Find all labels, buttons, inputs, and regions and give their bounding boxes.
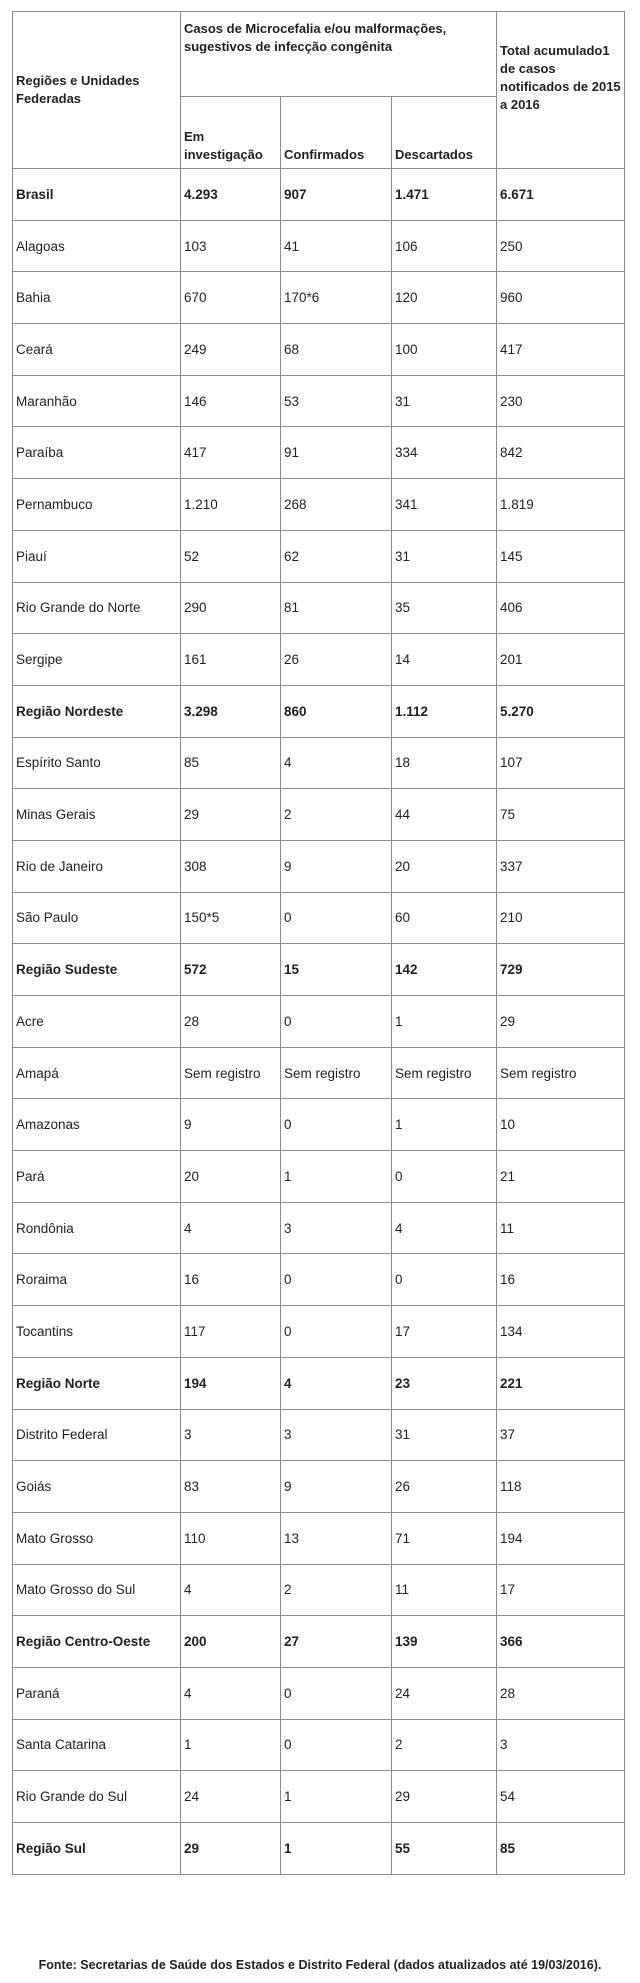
table-row	[13, 1512, 625, 1564]
cell-investigating: 29	[181, 789, 281, 841]
cell-discarded: 120	[392, 272, 497, 324]
cell-discarded: 31	[392, 375, 497, 427]
cell-investigating: 308	[181, 840, 281, 892]
cell-total: 16	[497, 1254, 625, 1306]
cell-total: 107	[497, 737, 625, 789]
cell-confirmed: 9	[281, 1461, 392, 1513]
cell-total: 134	[497, 1306, 625, 1358]
cell-discarded: 1	[392, 1099, 497, 1151]
cell-total: 366	[497, 1616, 625, 1668]
cell-discarded: 24	[392, 1667, 497, 1719]
cell-confirmed: 4	[281, 737, 392, 789]
cell-region-name: Região Norte	[13, 1357, 181, 1409]
cell-total: 28	[497, 1667, 625, 1719]
header-investigating: Em investigação	[181, 97, 281, 169]
cell-discarded: 0	[392, 1151, 497, 1203]
cell-region-name: Região Sudeste	[13, 944, 181, 996]
table-row	[13, 530, 625, 582]
cell-confirmed: 0	[281, 1306, 392, 1358]
cell-discarded: 17	[392, 1306, 497, 1358]
cell-region-name: Acre	[13, 996, 181, 1048]
cell-region-name: Tocantins	[13, 1306, 181, 1358]
cell-total: 11	[497, 1202, 625, 1254]
cell-investigating: 200	[181, 1616, 281, 1668]
table-row	[13, 427, 625, 479]
cell-total: 960	[497, 272, 625, 324]
cell-region-name: Rondônia	[13, 1202, 181, 1254]
cell-investigating: 572	[181, 944, 281, 996]
cell-investigating: 417	[181, 427, 281, 479]
cell-discarded: 14	[392, 634, 497, 686]
table-header	[13, 12, 625, 169]
cell-investigating: 3.298	[181, 685, 281, 737]
cell-discarded: 29	[392, 1771, 497, 1823]
cell-discarded: 55	[392, 1823, 497, 1875]
table-row	[13, 1719, 625, 1771]
microcephaly-cases-table	[12, 11, 625, 1875]
cell-region-name: Brasil	[13, 169, 181, 221]
cell-confirmed: 860	[281, 685, 392, 737]
cell-region-name: Alagoas	[13, 220, 181, 272]
cell-discarded: 71	[392, 1512, 497, 1564]
cell-discarded: 341	[392, 479, 497, 531]
cell-region-name: Piauí	[13, 530, 181, 582]
cell-region-name: Espírito Santo	[13, 737, 181, 789]
cell-total: 194	[497, 1512, 625, 1564]
table-row	[13, 1047, 625, 1099]
cell-confirmed: Sem registro	[281, 1047, 392, 1099]
table-row	[13, 272, 625, 324]
cell-total: 221	[497, 1357, 625, 1409]
cell-discarded: 31	[392, 1409, 497, 1461]
cell-confirmed: 15	[281, 944, 392, 996]
header-confirmed: Confirmados	[281, 97, 392, 169]
cell-total: 842	[497, 427, 625, 479]
cell-investigating: 85	[181, 737, 281, 789]
cell-region-name: Minas Gerais	[13, 789, 181, 841]
cell-discarded: 1.112	[392, 685, 497, 737]
cell-investigating: 161	[181, 634, 281, 686]
cell-discarded: 11	[392, 1564, 497, 1616]
cell-total: 417	[497, 324, 625, 376]
table-row	[13, 1461, 625, 1513]
cell-confirmed: 81	[281, 582, 392, 634]
cell-investigating: 29	[181, 1823, 281, 1875]
cell-discarded: 23	[392, 1357, 497, 1409]
cell-total: 3	[497, 1719, 625, 1771]
cell-discarded: 20	[392, 840, 497, 892]
cell-total: 5.270	[497, 685, 625, 737]
cell-confirmed: 0	[281, 996, 392, 1048]
table-row	[13, 220, 625, 272]
cell-region-name: Pernambuco	[13, 479, 181, 531]
cell-confirmed: 2	[281, 1564, 392, 1616]
cell-investigating: 16	[181, 1254, 281, 1306]
cell-discarded: 2	[392, 1719, 497, 1771]
cell-confirmed: 27	[281, 1616, 392, 1668]
cell-confirmed: 68	[281, 324, 392, 376]
cell-region-name: Rio Grande do Sul	[13, 1771, 181, 1823]
table-row	[13, 1564, 625, 1616]
cell-total: 17	[497, 1564, 625, 1616]
cell-discarded: 35	[392, 582, 497, 634]
cell-discarded: 31	[392, 530, 497, 582]
cell-confirmed: 0	[281, 892, 392, 944]
cell-total: Sem registro	[497, 1047, 625, 1099]
cell-confirmed: 0	[281, 1719, 392, 1771]
cell-discarded: Sem registro	[392, 1047, 497, 1099]
cell-confirmed: 1	[281, 1151, 392, 1203]
table-row	[13, 892, 625, 944]
cell-investigating: 28	[181, 996, 281, 1048]
cell-investigating: 249	[181, 324, 281, 376]
table-row	[13, 479, 625, 531]
cell-region-name: Pará	[13, 1151, 181, 1203]
cell-investigating: 4	[181, 1667, 281, 1719]
cell-confirmed: 0	[281, 1099, 392, 1151]
cell-discarded: 60	[392, 892, 497, 944]
cell-discarded: 334	[392, 427, 497, 479]
table-row-region-total	[13, 1357, 625, 1409]
cell-investigating: 103	[181, 220, 281, 272]
cell-region-name: Região Sul	[13, 1823, 181, 1875]
cell-discarded: 1.471	[392, 169, 497, 221]
cell-investigating: 20	[181, 1151, 281, 1203]
cell-discarded: 26	[392, 1461, 497, 1513]
header-discarded: Descartados	[392, 97, 497, 169]
cell-investigating: Sem registro	[181, 1047, 281, 1099]
table-row	[13, 840, 625, 892]
cell-discarded: 139	[392, 1616, 497, 1668]
cell-investigating: 150*5	[181, 892, 281, 944]
cell-total: 6.671	[497, 169, 625, 221]
cell-confirmed: 26	[281, 634, 392, 686]
cell-investigating: 117	[181, 1306, 281, 1358]
header-total: Total acumulado1 de casos notificados de 2015 a 2016	[497, 12, 625, 169]
cell-discarded: 142	[392, 944, 497, 996]
cell-region-name: São Paulo	[13, 892, 181, 944]
table-row	[13, 1409, 625, 1461]
cell-discarded: 100	[392, 324, 497, 376]
cell-discarded: 44	[392, 789, 497, 841]
cell-total: 21	[497, 1151, 625, 1203]
table-row	[13, 1771, 625, 1823]
cell-discarded: 18	[392, 737, 497, 789]
cell-confirmed: 1	[281, 1823, 392, 1875]
table-row-region-total	[13, 1823, 625, 1875]
cell-investigating: 4	[181, 1202, 281, 1254]
cell-investigating: 52	[181, 530, 281, 582]
cell-region-name: Rio de Janeiro	[13, 840, 181, 892]
cell-total: 118	[497, 1461, 625, 1513]
cell-investigating: 670	[181, 272, 281, 324]
table-row	[13, 1151, 625, 1203]
cell-investigating: 3	[181, 1409, 281, 1461]
cell-region-name: Amapá	[13, 1047, 181, 1099]
cell-discarded: 4	[392, 1202, 497, 1254]
table-row	[13, 1306, 625, 1358]
cell-total: 37	[497, 1409, 625, 1461]
table-body	[13, 169, 625, 1875]
cell-region-name: Distrito Federal	[13, 1409, 181, 1461]
cell-total: 85	[497, 1823, 625, 1875]
table-row-region-total	[13, 1616, 625, 1668]
cell-region-name: Paraíba	[13, 427, 181, 479]
header-regions: Regiões e Unidades Federadas	[13, 12, 181, 169]
table-row	[13, 582, 625, 634]
table-row	[13, 1202, 625, 1254]
table-row	[13, 1254, 625, 1306]
header-row-top	[13, 12, 625, 97]
cell-confirmed: 0	[281, 1254, 392, 1306]
table-row	[13, 634, 625, 686]
cell-investigating: 4.293	[181, 169, 281, 221]
cell-investigating: 24	[181, 1771, 281, 1823]
cell-confirmed: 0	[281, 1667, 392, 1719]
cell-discarded: 0	[392, 1254, 497, 1306]
cell-region-name: Bahia	[13, 272, 181, 324]
cell-investigating: 1.210	[181, 479, 281, 531]
cell-confirmed: 1	[281, 1771, 392, 1823]
cell-investigating: 4	[181, 1564, 281, 1616]
table-row	[13, 996, 625, 1048]
table-row-region-total	[13, 685, 625, 737]
cell-total: 75	[497, 789, 625, 841]
cell-region-name: Rio Grande do Norte	[13, 582, 181, 634]
cell-total: 729	[497, 944, 625, 996]
cell-confirmed: 53	[281, 375, 392, 427]
cell-region-name: Região Nordeste	[13, 685, 181, 737]
cell-region-name: Mato Grosso	[13, 1512, 181, 1564]
cell-investigating: 146	[181, 375, 281, 427]
cell-region-name: Amazonas	[13, 1099, 181, 1151]
cell-investigating: 9	[181, 1099, 281, 1151]
cell-total: 210	[497, 892, 625, 944]
cell-total: 337	[497, 840, 625, 892]
table-row	[13, 1667, 625, 1719]
cell-confirmed: 3	[281, 1409, 392, 1461]
table-row	[13, 375, 625, 427]
cell-confirmed: 41	[281, 220, 392, 272]
cell-confirmed: 13	[281, 1512, 392, 1564]
cell-confirmed: 3	[281, 1202, 392, 1254]
table-row-region-total	[13, 169, 625, 221]
cell-region-name: Região Centro-Oeste	[13, 1616, 181, 1668]
cell-region-name: Sergipe	[13, 634, 181, 686]
cell-region-name: Roraima	[13, 1254, 181, 1306]
cell-total: 54	[497, 1771, 625, 1823]
cell-region-name: Ceará	[13, 324, 181, 376]
cell-total: 406	[497, 582, 625, 634]
cell-total: 145	[497, 530, 625, 582]
data-table-container	[12, 11, 624, 1875]
cell-region-name: Santa Catarina	[13, 1719, 181, 1771]
cell-discarded: 106	[392, 220, 497, 272]
cell-confirmed: 907	[281, 169, 392, 221]
cell-region-name: Mato Grosso do Sul	[13, 1564, 181, 1616]
cell-region-name: Goiás	[13, 1461, 181, 1513]
cell-region-name: Maranhão	[13, 375, 181, 427]
cell-confirmed: 170*6	[281, 272, 392, 324]
cell-investigating: 194	[181, 1357, 281, 1409]
cell-total: 1.819	[497, 479, 625, 531]
cell-confirmed: 62	[281, 530, 392, 582]
cell-total: 29	[497, 996, 625, 1048]
cell-total: 10	[497, 1099, 625, 1151]
table-row	[13, 324, 625, 376]
source-note: Fonte: Secretarias de Saúde dos Estados e Distrito Federal (dados atualizados até 19/03/2016).	[38, 1958, 602, 1972]
table-row-region-total	[13, 944, 625, 996]
cell-investigating: 1	[181, 1719, 281, 1771]
table-row	[13, 737, 625, 789]
cell-investigating: 290	[181, 582, 281, 634]
cell-total: 250	[497, 220, 625, 272]
cell-discarded: 1	[392, 996, 497, 1048]
cell-investigating: 110	[181, 1512, 281, 1564]
cell-confirmed: 2	[281, 789, 392, 841]
header-cases-group: Casos de Microcefalia e/ou malformações, sugestivos de infecção congênita	[181, 12, 497, 97]
cell-region-name: Paraná	[13, 1667, 181, 1719]
table-row	[13, 789, 625, 841]
cell-confirmed: 91	[281, 427, 392, 479]
cell-total: 201	[497, 634, 625, 686]
cell-investigating: 83	[181, 1461, 281, 1513]
cell-confirmed: 9	[281, 840, 392, 892]
cell-total: 230	[497, 375, 625, 427]
cell-confirmed: 4	[281, 1357, 392, 1409]
table-row	[13, 1099, 625, 1151]
cell-confirmed: 268	[281, 479, 392, 531]
